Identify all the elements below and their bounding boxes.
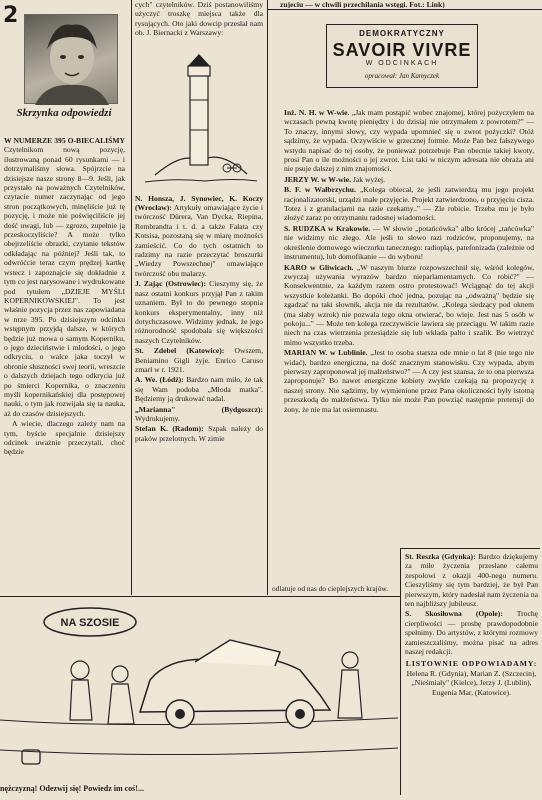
portrait-image: [25, 15, 119, 105]
entry-name: J. Zając (Ostrowiec):: [135, 279, 206, 289]
entry-name: Inż. N. H. w W-wie.: [284, 108, 350, 117]
entry-name: A. We. (Łódź):: [135, 375, 184, 385]
entry-name: S. RUDZKA w Krakowie.: [284, 223, 371, 233]
column-2: [135, 0, 263, 595]
logo-line-2: SAVOIR VIVRE: [332, 40, 472, 60]
entry-name: KARO w Gliwicach.: [284, 262, 354, 272]
entry-text: Trochę cierpliwości — prosbę prawdopodobnie spełnimy. Do artystów, z którymi rozmowy zamieszczaliśmy, można pisać na adres naszej redakcji.: [405, 609, 538, 657]
top-clipped-caption: zujeciu — w chwili przechilania wstęgi. Fot.: Link): [280, 0, 445, 8]
entry-text: Szpak należy do ptaków przelotnych. W zimie: [135, 424, 263, 443]
lighthouse-cartoon: [135, 40, 263, 190]
column-rule: [131, 0, 132, 595]
entry-name: MARIAN W. w Lublinie.: [284, 348, 368, 358]
column-1-text: [4, 136, 125, 458]
road-cartoon: [0, 600, 398, 783]
entry-text: Jak wyżej.: [352, 174, 385, 184]
col2-top-text: cych" czytelników. Dziś postanowiliśmy użyczyć troszkę miejsca także dla rysujących. Oto jaki dowcip przesłał nam ob. J. Biernacki z Warszawy:: [135, 0, 263, 38]
continuation-text: A wiecie, dlaczego zależy nam na tym, byście specjalnie dzisiejszy odcinek uważnie przeczytali, choć będzie: [4, 419, 125, 457]
entry-text: Artykuły omawiające życie i twórczość Dürera, Van Dycka, Riepina, Rembrandta i t. d. a także Fałata czy Kotsisa, pozostaną się w miarę możności zamieścić. Co do tych ostatnich to radzimy na razie przeczytać broszurki „Wiedzy Powszechnej" omawiające twórczość obu malarzy.: [135, 203, 263, 278]
column-4: [405, 552, 538, 795]
entry-name: JERZY W. w W-wie.: [284, 174, 352, 184]
entry-text: Owszem, Beniamino Gigli żyje. Enrico Caruso zmarł w r. 1921.: [135, 346, 263, 374]
intro-text: Czytelnikom nową pozycję, ilustrowaną ponad 60 rysunkami — i dotrzymaliśmy słowa. Spójrzcie na dzisiejsze nasze strony 8—9. Jeśli, jak przystało na poważnych Czytelników, czytacie numer zaczynając od jego stron początkowych, minęliście już tę pozycję, i może nie poświęciliście jej dość uwagi, lub — zgrozo, zupełnie ją przeskoczyliście? A może tylko obejrzeliście obrazki, czytanie tekstów odkładając na później? Jeśli tak, to odwróćcie teraz czym prędzej kartkę wstecz i zapoznajcie się dokładnie z tym co jest narysowane i wydrukowane pod tytułem „DZIEJE MYŚLI KOPERNIKOWSKIEJ". To jest właśnie pozycja przez nas zapowiadana w nrze 395. Po dzisiejszym odcinku wstępnym przyjdą dalsze, w których będzie już mowa o samym Koperniku, o jego dzieciństwie i młodości, o jego odkryciu, o walce jaka toczył w obronie słuszności swej teorii, wreszcie o dalszych dziejach tego odkrycia już po śmierci Kopernika, o znaczeniu myśli kopernikańskiej dla postępowej nauki, o tym jak rozwijała się ta nauka, aż do czasów dzisiejszych.: [4, 145, 125, 418]
cartoon-drawing: [0, 600, 398, 783]
entry-text: „Jest to osoba starsza ode mnie o lat 8 (nie tego nie widać), bardzo energiczna, na dość znacznym stanowisku. Czy wypada, abym pierwszy zaproponował jej małżeństwo?" — A czy jest szansa, że to ona pierwsza zaproponuje? Bo nawet energiczne kobiety zwykle czekają na propozycję z naszej strony. Nie sądzimy, by wymienione przez Pana okoliczności były istotną przeszkodą do małżeństwa. Tylko nie może Pan powziąć następnie pretensji do żony, że nie ma lat osiemnastu.: [284, 348, 534, 414]
section-number: 2: [3, 3, 19, 28]
entry-name: „Marianna" (Bydgoszcz):: [135, 404, 263, 414]
cartoon-sign: NA SZOSIE: [60, 617, 120, 629]
entry-text: Bardzo nam miło, że tak się Wam podoba „Młoda matka". Będziemy ją drukować nadal.: [135, 375, 263, 404]
entry-name: St. Reszka (Gdynka):: [405, 552, 476, 561]
cartoon-caption: nężczyzną! Odezwij się! Powiedz im coś!...: [0, 784, 144, 793]
col3-bottom-text: odlatuje od nas do cieplejszych krajów.: [272, 584, 389, 593]
entry-name: N. Honsza, J. Synowiec, K. Koczy (Wrocław):: [135, 193, 263, 213]
entry-name: B. F. w Wałbrzychu.: [284, 185, 356, 195]
horizontal-rule: [0, 596, 400, 597]
entry-text: „W naszym biurze rozpowszechnił się, wśród kolegów, zwyczaj używania wyrazów bardzo nieparlamentarnych. Co robić?" — Konsekwentnie, za każdym razem ostro protestować! Wciągnąć do tej akcji wszystkie koleżanki. Bo dopóki choć jedna, pozując na „odważną" będzie się zgadzać na taki słownik, akcja nie da rezultatów. „Kolega siedzący pod oknem (ma słaby wzrok) nie pozwala tego okna otwierać, bo wieje. Jest nas 5 osób w pokoju..." — Może ten kolega rzeczywiście lawiera się przeciągu. W takim razie niech na czas wietrzenia przesiądzie się lub wkłada palto i szalik. Bo wietrzyć mimo wszystko trzeba.: [284, 262, 534, 347]
entry-text: „Jak mam postąpić wobec znajomej, której pożyczyłem na wczasach pewną kwotę pieniędzy i do dzisiaj nie otrzymałem z powrotem?" — To znaczy, innymi słowy, czy wypada upomnieć się o zwrot pożyczki? Otóż sądzimy, że wypada. Oczywiście w grzecznej formie. Może Pan bez fałszywego wstydu napisać do tej osoby, że ponieważ potrzebuje Pan obecnie takiej kwoty, prosi Pan o ile możności o jej zwrot. List taki w niczym adresata nie obraża ani nie psuje dalszej z nim znajomości.: [284, 108, 534, 174]
column-title: Skrzynka odpowiedzi: [16, 107, 112, 119]
entry-name: Stefan K. (Radom):: [135, 424, 204, 434]
entry-name: S. Skosiłowna (Opole):: [405, 609, 503, 619]
entry-text: Cieszymy się, że nasz ostatni konkurs przyjął Pan z takim uznaniem. Był to do pewnego stopnia konkurs eksperymentalny, inny niż dotychczasowe. Widzimy jednak, że jego różnorodność spodobała się większości naszych Czytelników.: [135, 279, 263, 345]
letters-list: Helena R. (Gdynia), Marian Z. (Szczecin), „Nieśmiały" (Kielce), Jerzy J. (Lublin), Eugenia Mar, (Katowice).: [406, 668, 537, 697]
savoir-vivre-logo: [326, 24, 478, 88]
column-3-text: [284, 108, 534, 415]
author-photo: [24, 14, 118, 104]
entry-text: Wydrukujemy.: [135, 413, 180, 423]
logo-line-3: W ODCINKACH: [365, 60, 439, 67]
intro-heading: W NUMERZE 395 O-BIECALIŚMY: [4, 136, 125, 145]
entry-text: Bardzo dziękujemy za miłe życzenia przesłane całemu zespołowi z okazji 400-nego numeru. Cieszyliśmy się tym bardziej, że był Pan pierwszym, który nadesłał nam życzenia na ten najbliższy jubileusz.: [405, 552, 538, 609]
top-rule: [268, 9, 542, 10]
column-rule: [267, 0, 268, 595]
logo-line-1: DEMOKRATYCZNY: [359, 29, 445, 38]
entry-name: St. Zdebel (Katowice):: [135, 346, 225, 356]
entry-text: „Kolega obiecał, że jeśli zatwierdzą mu jego projekt racjonalizatorski, urządzi małe przyjęcie. Projekt zatwierdzono, o przyjęciu cisza. Totez i z gratulacjami na razie czekamy.." — Zle robicie. Trzeba mu je było złożyć zaraz po otrzymaniu radosnej wiadomości.: [284, 185, 534, 223]
entry-text: — W słowie „potańcówka" albo krócej „tańcówka" nie widzimy nic złego. Ale jeśli to słowo razi rodziców, proponujemy, na określenie domowego wieczorku tanecznego: radiopląs, patefonizada (zależnie od instrumentu), lub domofikanie — do wyboru!: [284, 223, 534, 262]
letters-heading: LISTOWNIE ODPOWIADAMY:: [405, 659, 538, 669]
logo-line-4: opracował: Jan Kamyczek: [364, 72, 440, 80]
